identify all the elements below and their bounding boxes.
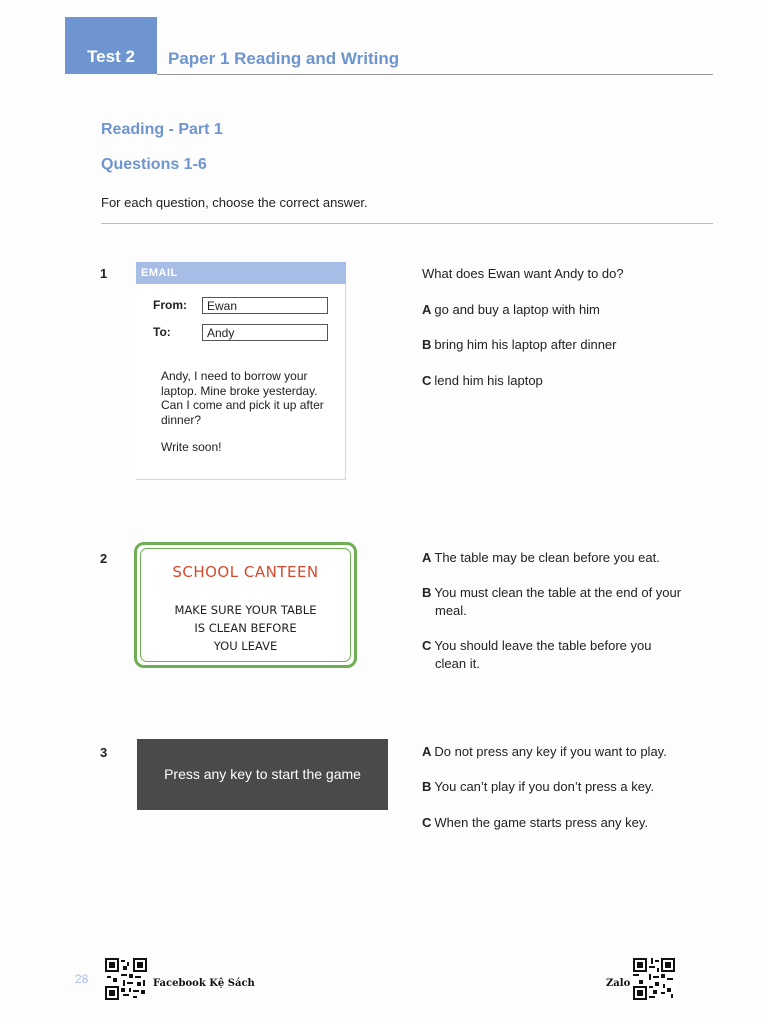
part-title: Reading - Part 1: [101, 121, 223, 138]
section-divider: [101, 223, 713, 224]
question-2-option-c[interactable]: [422, 637, 651, 673]
option-text: When the game starts press any key.: [434, 815, 649, 830]
option-text: You can’t play if you don’t press a key.: [434, 779, 655, 794]
question-2-option-b[interactable]: [422, 584, 681, 620]
question-3-option-c[interactable]: [422, 814, 648, 832]
option-text: bring him his laptop after dinner: [434, 337, 617, 352]
option-text: You must clean the table at the end of your: [434, 585, 682, 600]
question-number-3: 3: [100, 745, 108, 760]
email-from-label: From:: [153, 298, 187, 312]
option-text: Do not press any key if you want to play.: [434, 744, 667, 759]
question-3-option-a[interactable]: [422, 743, 667, 761]
canteen-sign-title: SCHOOL CANTEEN: [172, 563, 319, 581]
question-number-1: 1: [100, 266, 108, 281]
email-to-label: To:: [153, 325, 171, 339]
header-divider: [157, 74, 713, 75]
canteen-sign-text: [137, 601, 354, 655]
game-screen: Press any key to start the game: [137, 739, 388, 810]
option-letter: B: [422, 779, 432, 794]
canteen-sign: [134, 542, 357, 668]
option-letter: C: [422, 638, 432, 653]
question-1-option-a[interactable]: [422, 301, 600, 319]
option-letter: B: [422, 585, 432, 600]
zalo-label: Zalo: [606, 978, 631, 989]
option-letter: C: [422, 373, 432, 388]
question-number-2: 2: [100, 551, 108, 566]
email-body: Andy, I need to borrow your laptop. Mine broke yesterday. Can I come and pick it up after dinner?: [161, 369, 324, 427]
option-letter: A: [422, 302, 432, 317]
questions-range: Questions 1-6: [101, 156, 207, 173]
canteen-sign-line: MAKE SURE YOUR TABLE: [174, 603, 317, 617]
option-letter: C: [422, 815, 432, 830]
email-card: [136, 262, 346, 480]
option-letter: A: [422, 744, 432, 759]
facebook-label: Facebook Kệ Sách: [153, 978, 255, 989]
question-1-option-b[interactable]: [422, 336, 617, 354]
canteen-sign-line: YOU LEAVE: [213, 639, 278, 653]
option-text-continued: meal.: [435, 603, 467, 618]
question-3-option-b[interactable]: [422, 778, 654, 796]
option-text: go and buy a laptop with him: [434, 302, 600, 317]
paper-title: Paper 1 Reading and Writing: [168, 49, 400, 68]
email-signoff: Write soon!: [161, 440, 222, 454]
option-letter: B: [422, 337, 432, 352]
page-number: 28: [75, 972, 89, 986]
instructions: For each question, choose the correct answer.: [101, 195, 368, 210]
test-label: Test 2: [65, 17, 157, 74]
option-text: The table may be clean before you eat.: [434, 550, 660, 565]
option-text: You should leave the table before you: [434, 638, 652, 653]
question-1-prompt: What does Ewan want Andy to do?: [422, 266, 624, 281]
facebook-qr-code-icon[interactable]: [105, 958, 147, 1000]
option-text: lend him his laptop: [434, 373, 543, 388]
option-text-continued: clean it.: [435, 656, 480, 671]
email-from-field: Ewan: [202, 297, 328, 314]
question-2-option-a[interactable]: [422, 549, 660, 567]
email-header: EMAIL: [136, 262, 346, 284]
email-to-field: Andy: [202, 324, 328, 341]
canteen-sign-line: IS CLEAN BEFORE: [194, 621, 297, 635]
zalo-qr-code-icon[interactable]: [633, 958, 675, 1000]
option-letter: A: [422, 550, 432, 565]
question-1-option-c[interactable]: [422, 372, 543, 390]
